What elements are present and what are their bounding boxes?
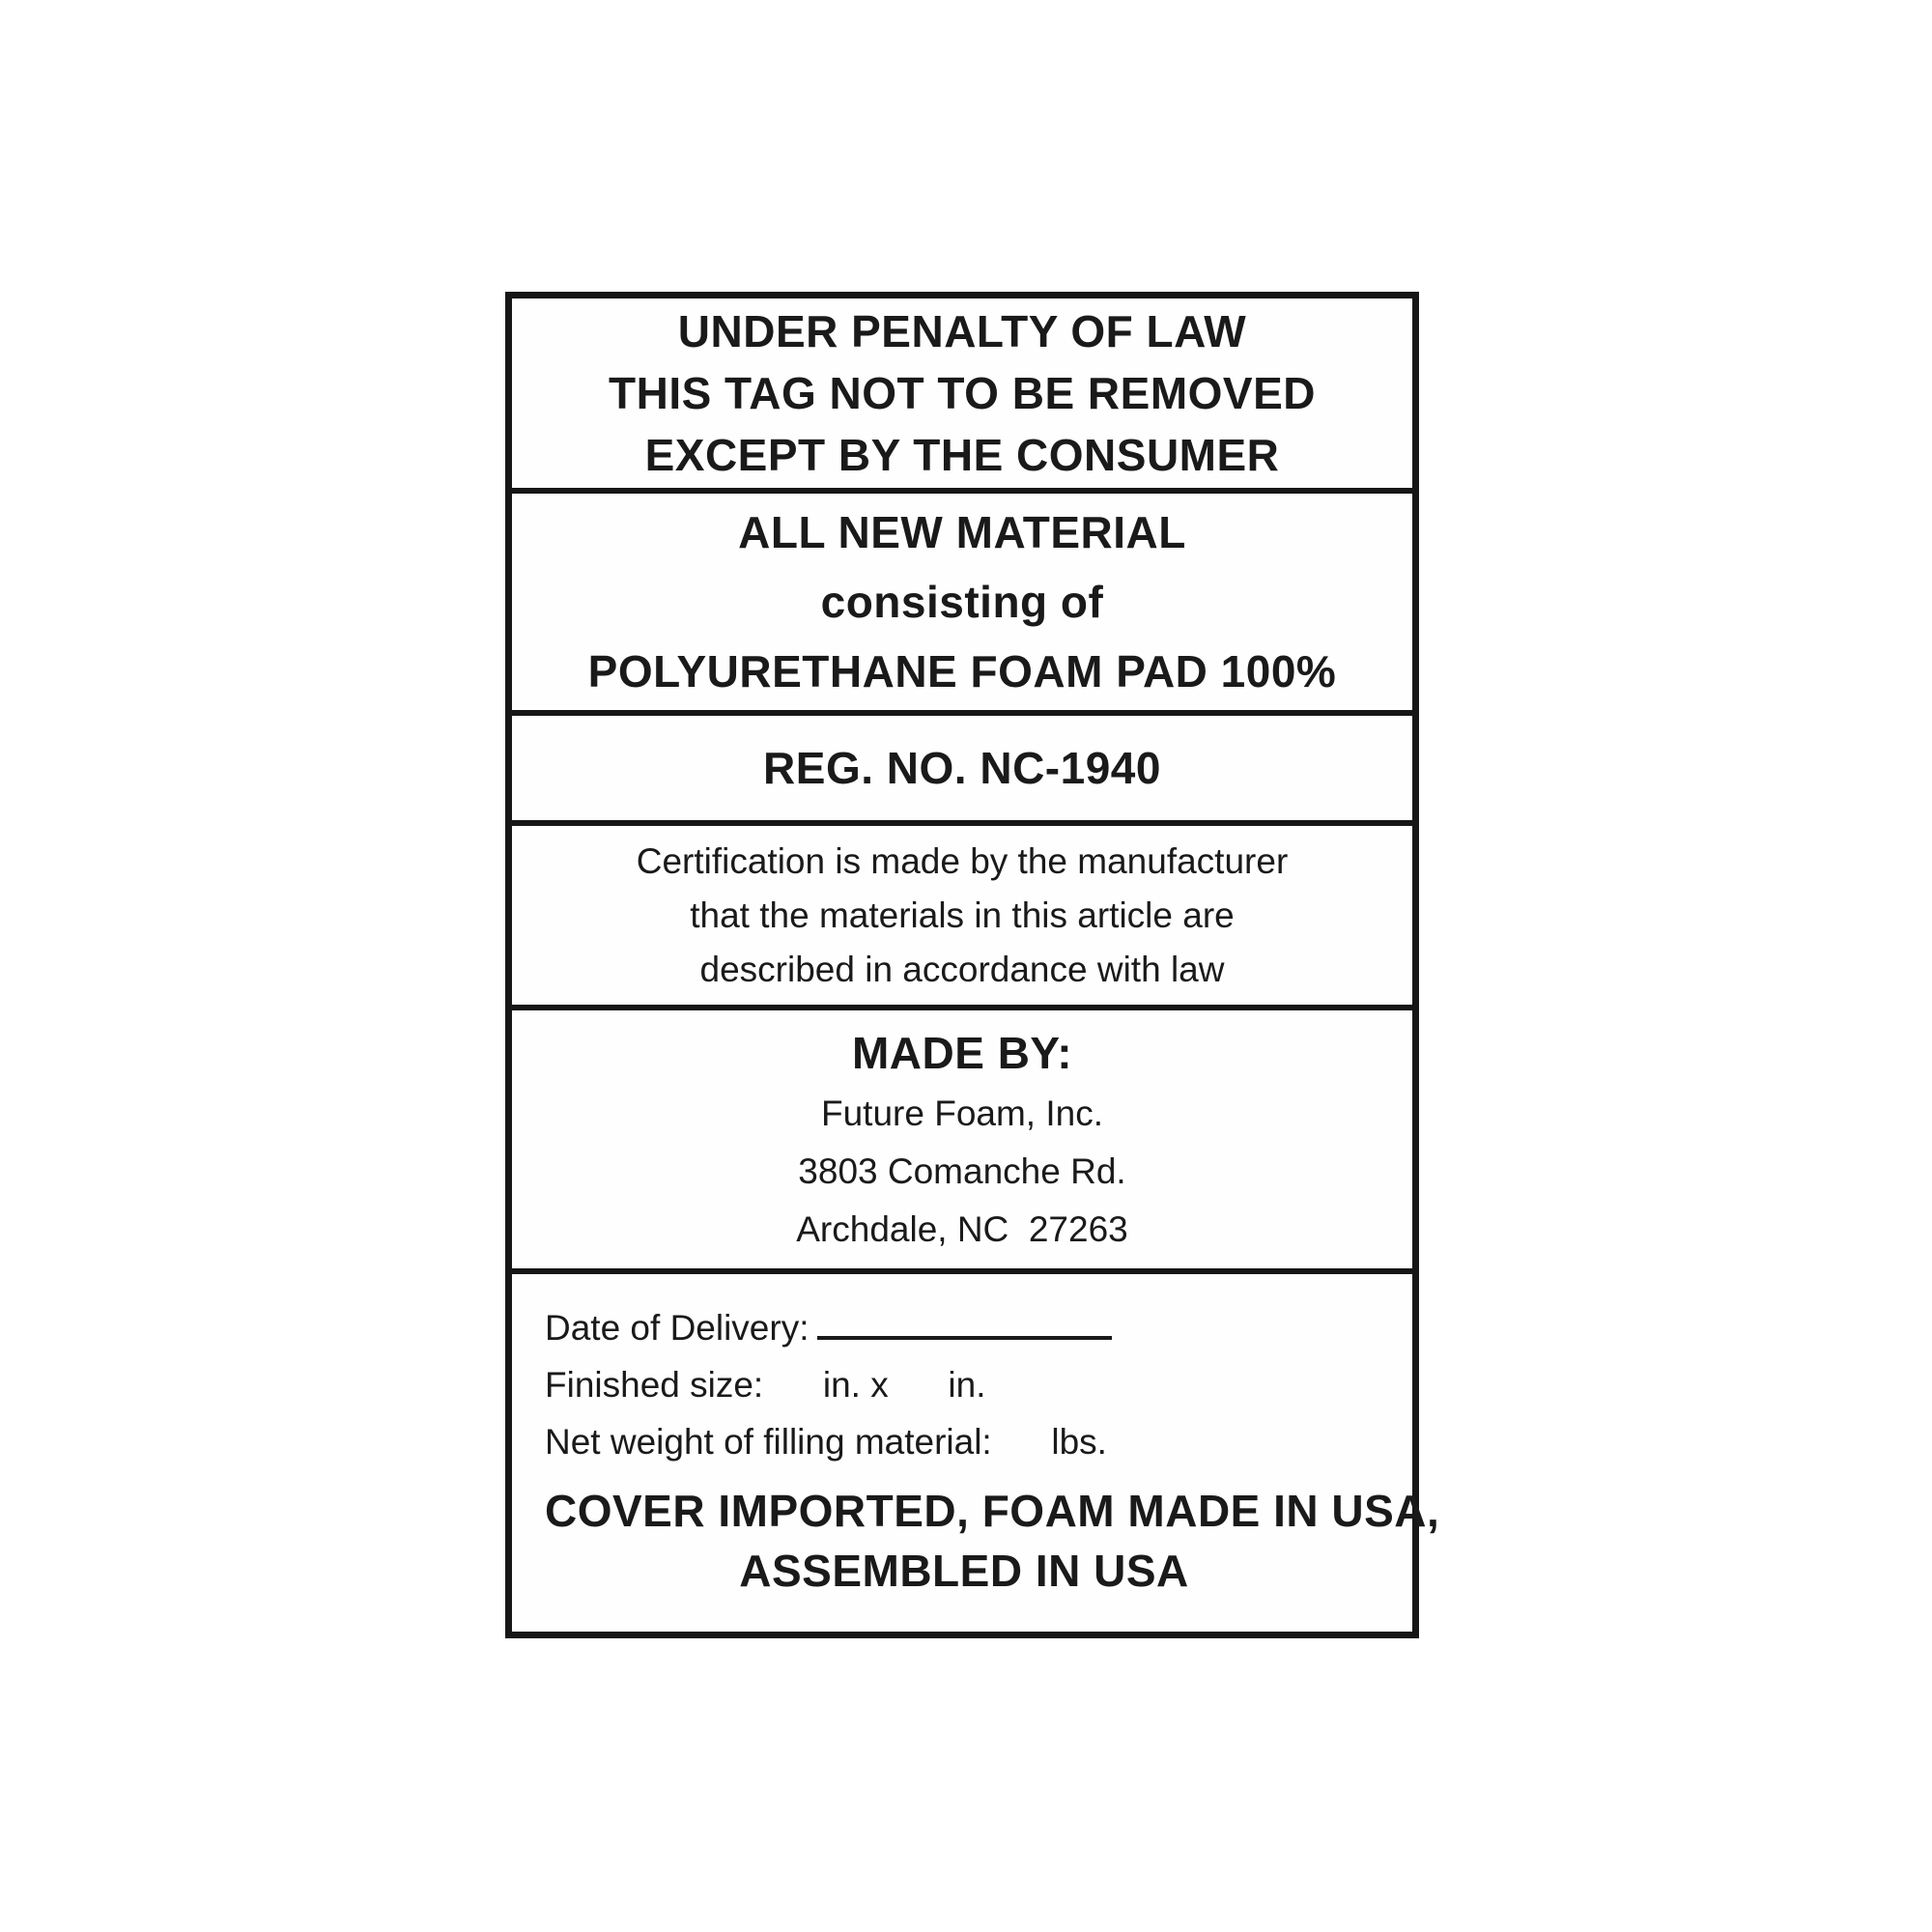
origin-line-1: COVER IMPORTED, FOAM MADE IN USA, [545, 1486, 1440, 1536]
date-of-delivery-label: Date of Delivery: [545, 1308, 810, 1348]
made-by-section [512, 1010, 1412, 1274]
material-line-2: consisting of [820, 577, 1104, 627]
penalty-line-2: THIS TAG NOT TO BE REMOVED [609, 368, 1316, 418]
made-by-street: 3803 Comanche Rd. [798, 1151, 1126, 1191]
made-by-heading: MADE BY: [851, 1027, 1073, 1078]
penalty-line-3: EXCEPT BY THE CONSUMER [644, 430, 1280, 480]
finished-size-line: Finished size: in. x in. [545, 1365, 986, 1405]
material-section [512, 494, 1412, 716]
made-by-city-state-zip: Archdale, NC 27263 [796, 1208, 1128, 1249]
certification-line-1: Certification is made by the manufacturer [636, 840, 1289, 881]
certification-line-2: that the materials in this article are [690, 895, 1235, 935]
material-line-3: POLYURETHANE FOAM PAD 100% [587, 646, 1337, 696]
certification-line-3: described in accordance with law [699, 949, 1225, 989]
penalty-line-1: UNDER PENALTY OF LAW [677, 306, 1247, 356]
origin-line-2: ASSEMBLED IN USA [739, 1546, 1189, 1596]
material-line-1: ALL NEW MATERIAL [738, 507, 1186, 557]
date-of-delivery-line [545, 1299, 1383, 1356]
net-weight-line: Net weight of filling material: lbs. [545, 1422, 1107, 1462]
date-of-delivery-blank-line [817, 1304, 1112, 1340]
certification-section [512, 826, 1412, 1010]
law-label-tag [505, 292, 1440, 1638]
penalty-section [512, 298, 1412, 494]
registration-section [512, 716, 1412, 826]
reg-no-line: REG. NO. NC-1940 [763, 743, 1161, 793]
details-section [512, 1274, 1440, 1632]
origin-block [545, 1481, 1440, 1606]
made-by-company: Future Foam, Inc. [821, 1093, 1103, 1133]
